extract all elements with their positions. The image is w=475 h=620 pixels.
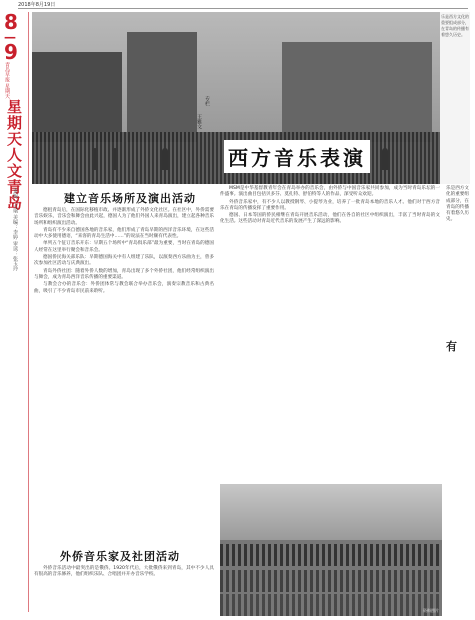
body-paragraph: 乐是西方文化的重要组成部分，在青岛的传播有着悠久历史。 [446,186,469,223]
photo-figure [382,148,388,170]
body-paragraph: 德租青岛后，在国际化移植市政、并逐渐形成了外侨文化社区。在社区中，外侨需要音乐娱乐，音乐会和舞会由此兴起，德国人为了他们外国人来青岛演出，建立起各种音乐场所和组织演出活动。 [34,208,214,226]
photo-figure [92,148,98,170]
article-column-1 [34,208,214,296]
article-column-3 [220,186,440,227]
photo-building [282,42,432,142]
section1-title: 建立音乐场所及演出活动 [64,192,196,205]
author-byline: 王雅文 [196,114,202,129]
photo-building [32,52,122,142]
body-paragraph: MSM是中华基督教青年会在青岛举办的音乐会，由外侨与中国音乐家共同参加，成为当时青岛乐坛的一件盛事。演出曲目包括贝多芬、莫扎特、舒伯特等人的作品，深受听众欢迎。 [220,186,440,198]
article-column-2 [34,566,214,580]
body-paragraph: 与教会合办的音乐会：外侨团体常与教会联合举办音乐会，演奏宗教音乐和古典名曲，吸引了不少青岛市民前来聆听。 [34,282,214,294]
right-caption-text: 乐是西方文化的重要组成部分，在青岛的传播有着悠久历史。 [441,14,469,37]
photo-caption: 资料图片 [423,608,439,613]
page-number-sep: — [4,30,16,44]
page-number-start: 8 [4,10,18,34]
body-paragraph: 外侨音乐家中，有不少人以教授钢琴、小提琴为业，培养了一批青岛本地的音乐人才。他们对于西方音乐在青岛的传播发挥了重要作用。 [220,199,440,211]
body-paragraph: 德国、日本等国的侨民相继在青岛开展音乐活动，他们在各自的社区中组织演出，丰富了当时青岛的文化生活。这些活动对青岛近代音乐的发展产生了深远的影响。 [220,213,440,225]
right-heading: 有 [446,340,457,353]
photo-row [220,544,442,566]
photo-figure [112,148,118,170]
body-paragraph: 德国侨民海关部乐队：早期德国海关中有人组建了乐队，以演奏西方乐曲为主，曾多次参加社区活动与庆典演出。 [34,255,214,267]
top-rule [18,8,468,9]
right-column [446,186,472,224]
bottom-photo [220,484,442,616]
article-headline: 西方音乐表演 [224,140,370,173]
photo-figure [162,148,168,170]
photo-row [220,570,442,592]
section2-title: 外侨音乐家及社团活动 [60,550,180,563]
masthead-sub: 青岛早报 星期天 [4,62,10,99]
photo-background [220,484,442,540]
top-date: 2018年8月19日 [18,2,56,8]
page-number-end: 9 [4,40,18,64]
photo-building [127,32,197,142]
photo-row [220,594,442,616]
masthead [4,12,26,211]
section-name: 人文青岛 [5,146,23,211]
body-paragraph: 青岛外侨社团：随着外侨人数的增加，青岛出现了多个外侨社团，他们经常组织演出与舞会，成为青岛西洋音乐传播的重要渠道。 [34,268,214,280]
masthead-rule [28,12,29,612]
body-paragraph: 外侨音乐活动中最突出的是俄侨。1920年代后，大批俄侨来到青岛，其中不少人具有很高的音乐修养，他们组织乐队、合唱团并开办音乐学校。 [34,566,214,578]
body-paragraph: 单列五个征订音乐开东：早期五个场所中“青岛俱乐部”最为重要，当时在青岛的德国人经常在这里举行聚会和音乐会。 [34,241,214,253]
weekday-label: 星期天 [5,98,23,147]
column-label: 专栏 [204,96,210,106]
editor-credit: 责编：王瑞 美编：李婷 审读：张玉玲 [12,188,18,272]
body-paragraph: 青岛有不少来自德国各地的音乐家，他们形成了青岛早期的西洋音乐环境，在这些活动中大多使用德语，“来客的青岛生活中……”的说法在当时颇有代表性。 [34,227,214,240]
